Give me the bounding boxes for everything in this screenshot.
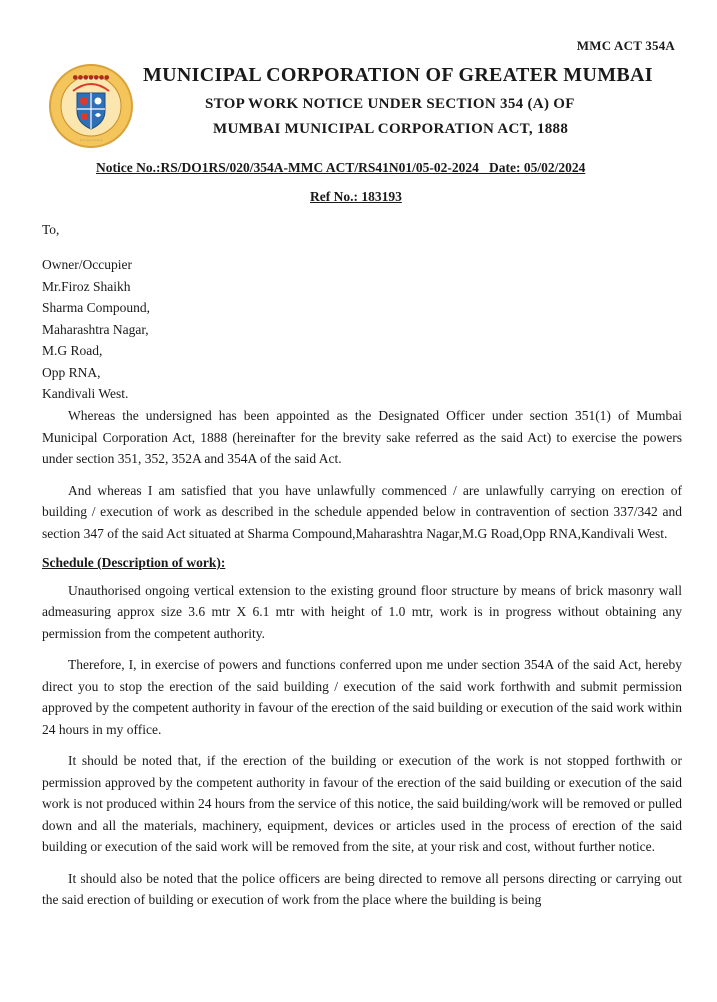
address-line: Maharashtra Nagar, [42, 321, 149, 337]
police-paragraph: It should also be noted that the police officers are being directed to remove all persons directing or carrying out the said erection of building or execution of work from the place where the building is being [42, 870, 682, 907]
corporation-logo [48, 63, 134, 149]
address-line: Kandivali West. [42, 386, 129, 401]
svg-text:◦◦◦◦◦◦◦◦: ◦◦◦◦◦◦◦◦ [79, 138, 103, 144]
address-line: Owner/Occupier [42, 257, 132, 272]
address-line: Mr.Firoz Shaikh [42, 278, 131, 294]
address-line: Opp RNA, [42, 364, 101, 380]
organization-title: MUNICIPAL CORPORATION OF GREATER MUMBAI [143, 64, 653, 86]
act-reference: MMC ACT 354A [576, 38, 675, 53]
address-line: Sharma Compound, [42, 300, 150, 315]
reference-number: Ref No.: 183193 [310, 189, 402, 204]
notice-body [42, 405, 682, 921]
salutation: To, [42, 222, 60, 237]
address-line: M.G Road, [42, 343, 103, 358]
notice-title-line-2: MUMBAI MUNICIPAL CORPORATION ACT, 1888 [213, 121, 569, 137]
consequence-paragraph: It should be noted that, if the erection of the building or execution of the work is not stopped forthwith or permission approved by the competent authority in favour of the erection of the said building or execution of the said work is not produced within 24 hours from the service of this notice, the said building/work will be removed or pulled down and all the materials, machinery, equipment, devices or articles used in the process of erection of the said building or execution of the said work will be removed from the site, at your risk and cost, without further notice. [42, 753, 682, 854]
contravention-paragraph: And whereas I am satisfied that you have unlawfully commenced / are unlawfully carrying on erection of building / execution of work as described in the schedule appended below in contravention of section 337/342 and section 347 of the said Act situated at Sharma Compound,Maharashtra Nagar,M.G Road,Opp RNA,Kandivali West. [42, 482, 682, 541]
appointment-paragraph: Whereas the undersigned has been appointed as the Designated Officer under section 351(1) of Mumbai Municipal Corporation Act, 1888 (hereinafter for the brevity sake referred as the said Act) to exercise the powers under section 351, 352, 352A and 354A of the said Act. [42, 408, 682, 466]
schedule-heading: Schedule (Description of work): [42, 555, 226, 570]
direction-paragraph: Therefore, I, in exercise of powers and functions conferred upon me under section 354A of the said Act, hereby direct you to stop the erection of the said building / execution of the said work forthwith and submit permission approved by the competent authority in favour of the erection of the said building or execution of the said work within 24 hours in my office. [42, 657, 682, 737]
notice-number-date: Notice No.:RS/DO1RS/020/354A-MMC ACT/RS41N01/05-02-2024 Date: 05/02/2024 [96, 160, 586, 175]
svg-text:●●●●●●●: ●●●●●●● [72, 74, 110, 81]
schedule-description: Unauthorised ongoing vertical extension to the existing ground floor structure by means of brick masonry wall admeasuring approx size 3.6 mtr X 6.1 mtr with height of 1.0 mtr, work is in progress without obtaining any permission from the competent authority. [42, 582, 682, 641]
notice-title-line-1: STOP WORK NOTICE UNDER SECTION 354 (A) OF [205, 96, 575, 112]
addressee-block [42, 254, 150, 405]
